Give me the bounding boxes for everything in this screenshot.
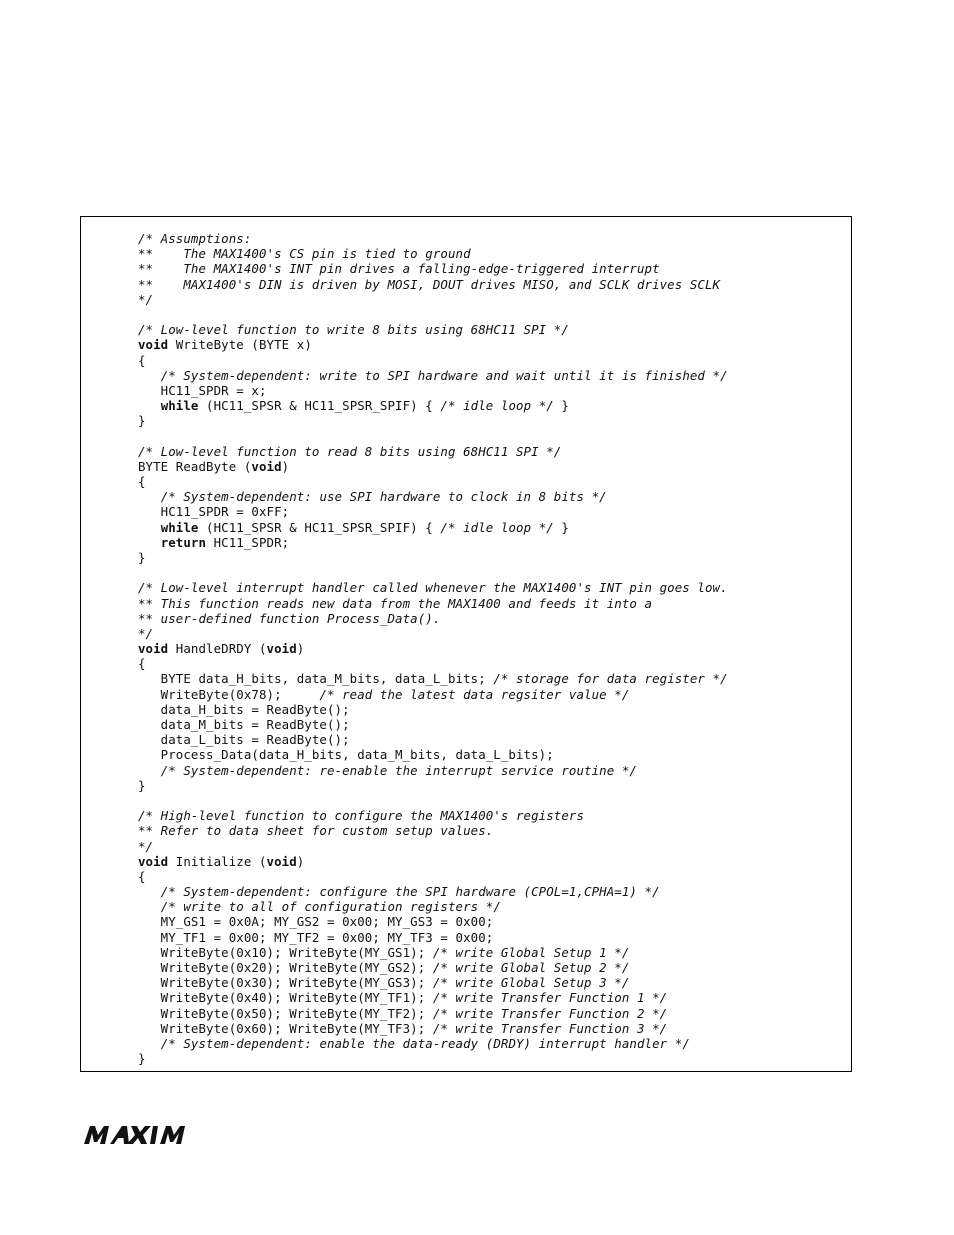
- code-comment: /* write Transfer Function 2 */: [432, 1005, 668, 1021]
- code-line: [138, 869, 728, 884]
- code-line: [138, 778, 728, 793]
- code-line: [138, 535, 728, 550]
- code-line: [138, 975, 728, 990]
- code-comment: /* read the latest data regsiter value */: [319, 686, 630, 702]
- code-comment: /* Low-level function to read 8 bits using 68HC11 SPI */: [138, 443, 562, 459]
- code-text: [138, 489, 161, 504]
- code-line: [138, 930, 728, 945]
- code-text: {: [138, 474, 146, 489]
- code-text: }: [138, 549, 146, 565]
- code-comment: ** The MAX1400's CS pin is tied to ground: [138, 246, 471, 262]
- code-line: [138, 808, 728, 823]
- code-comment: /* idle loop */: [440, 519, 554, 535]
- code-comment: /* High-level function to configure the MAX1400's registers: [138, 808, 585, 824]
- code-line: [138, 854, 728, 869]
- code-text: WriteByte(0x78);: [138, 686, 320, 702]
- code-text: WriteByte(0x40); WriteByte(MY_TF1);: [138, 990, 433, 1006]
- code-text: {: [138, 868, 146, 884]
- code-text: (HC11_SPSR & HC11_SPSR_SPIF) {: [198, 398, 441, 414]
- code-line: [138, 1036, 728, 1051]
- code-line: [138, 520, 728, 535]
- code-comment: */: [138, 291, 154, 307]
- code-text: }: [138, 1051, 146, 1067]
- code-text: {: [138, 352, 146, 368]
- code-line: [138, 641, 728, 656]
- code-line: [138, 884, 728, 899]
- code-line: [138, 626, 728, 641]
- code-text: HC11_SPDR;: [206, 534, 290, 550]
- code-line: [138, 398, 728, 413]
- code-text: MY_GS1 = 0x0A; MY_GS2 = 0x00; MY_GS3 = 0x00;: [138, 914, 494, 930]
- code-line: [138, 990, 728, 1005]
- code-comment: ** This function reads new data from the MAX1400 and feeds it into a: [138, 595, 653, 611]
- code-text: [138, 899, 161, 914]
- code-text: MY_TF1 = 0x00; MY_TF2 = 0x00; MY_TF3 = 0x00;: [138, 929, 494, 945]
- code-comment: /* System-dependent: re-enable the interrupt service routine */: [160, 762, 637, 778]
- code-keyword: while: [160, 519, 199, 535]
- code-line: [138, 960, 728, 975]
- code-text: }: [553, 519, 569, 535]
- code-line: [138, 444, 728, 459]
- code-line: [138, 899, 728, 914]
- code-text: (HC11_SPSR & HC11_SPSR_SPIF) {: [198, 519, 441, 535]
- code-line: [138, 292, 728, 307]
- code-line: [138, 550, 728, 565]
- code-line: [138, 823, 728, 838]
- code-text: data_L_bits = ReadByte();: [138, 732, 350, 748]
- code-text: [138, 884, 161, 899]
- code-text: WriteByte(0x60); WriteByte(MY_TF3);: [138, 1020, 433, 1036]
- code-line: [138, 474, 728, 489]
- code-comment: /* write Global Setup 1 */: [432, 944, 630, 960]
- code-listing: [138, 231, 728, 1066]
- code-comment: /* storage for data register */: [493, 671, 728, 687]
- code-keyword: return: [160, 534, 207, 550]
- code-keyword: void: [138, 337, 169, 353]
- code-text: [138, 763, 161, 778]
- code-text: }: [553, 398, 569, 414]
- code-line: [138, 747, 728, 762]
- code-keyword: void: [138, 853, 169, 869]
- maxim-logo: [84, 1126, 192, 1144]
- code-line: [138, 231, 728, 246]
- code-line: [138, 671, 728, 686]
- blank-line: [138, 565, 728, 580]
- code-text: BYTE data_H_bits, data_M_bits, data_L_bits;: [138, 671, 494, 687]
- code-line: [138, 383, 728, 398]
- code-comment: ** Refer to data sheet for custom setup values.: [138, 823, 494, 839]
- code-line: [138, 914, 728, 929]
- code-line: [138, 1051, 728, 1066]
- code-line: [138, 763, 728, 778]
- code-comment: /* write Global Setup 3 */: [432, 975, 630, 991]
- code-text: WriteByte(0x10); WriteByte(MY_GS1);: [138, 944, 433, 960]
- code-comment: ** The MAX1400's INT pin drives a falling-edge-triggered interrupt: [138, 261, 660, 277]
- code-text: BYTE ReadByte (: [138, 458, 252, 474]
- code-comment: ** MAX1400's DIN is driven by MOSI, DOUT drives MISO, and SCLK drives SCLK: [138, 276, 721, 292]
- code-text: WriteByte(0x30); WriteByte(MY_GS3);: [138, 975, 433, 991]
- code-text: [138, 520, 161, 535]
- code-line: [138, 277, 728, 292]
- code-comment: /* System-dependent: use SPI hardware to clock in 8 bits */: [160, 489, 607, 505]
- code-text: [138, 1036, 161, 1051]
- code-line: [138, 489, 728, 504]
- code-line: [138, 413, 728, 428]
- code-keyword: void: [266, 641, 297, 657]
- code-line: [138, 611, 728, 626]
- code-line: [138, 353, 728, 368]
- code-text: [138, 398, 161, 413]
- code-text: [138, 368, 161, 383]
- code-line: [138, 246, 728, 261]
- code-line: [138, 596, 728, 611]
- code-line: [138, 322, 728, 337]
- code-text: data_M_bits = ReadByte();: [138, 717, 350, 732]
- code-comment: */: [138, 625, 154, 641]
- code-text: ): [296, 853, 305, 869]
- code-line: [138, 1006, 728, 1021]
- code-comment: /* System-dependent: write to SPI hardware and wait until it is finished */: [160, 367, 728, 383]
- code-comment: ** user-defined function Process_Data().: [138, 610, 441, 626]
- code-line: [138, 337, 728, 352]
- code-text: ): [296, 641, 305, 657]
- code-line: [138, 702, 728, 717]
- code-text: HC11_SPDR = 0xFF;: [138, 504, 290, 520]
- code-line: [138, 368, 728, 383]
- blank-line: [138, 793, 728, 808]
- code-listing-frame: [80, 216, 852, 1072]
- code-text: ): [281, 458, 290, 474]
- code-keyword: void: [266, 853, 297, 869]
- code-line: [138, 261, 728, 276]
- code-comment: /* Low-level interrupt handler called whenever the MAX1400's INT pin goes low.: [138, 580, 728, 596]
- code-line: [138, 504, 728, 519]
- code-text: Initialize (: [168, 853, 267, 869]
- code-text: {: [138, 656, 146, 672]
- code-line: [138, 732, 728, 747]
- blank-line: [138, 307, 728, 322]
- code-line: [138, 687, 728, 702]
- code-text: [138, 535, 161, 550]
- code-comment: */: [138, 838, 154, 854]
- code-text: WriteByte (BYTE x): [168, 337, 312, 353]
- code-comment: /* write Global Setup 2 */: [432, 960, 630, 975]
- code-text: HandleDRDY (: [168, 641, 267, 657]
- code-text: }: [138, 413, 146, 429]
- code-comment: /* Assumptions:: [138, 231, 252, 246]
- code-line: [138, 459, 728, 474]
- code-text: WriteByte(0x20); WriteByte(MY_GS2);: [138, 960, 433, 975]
- code-text: WriteByte(0x50); WriteByte(MY_TF2);: [138, 1005, 433, 1021]
- code-line: [138, 580, 728, 595]
- code-line: [138, 839, 728, 854]
- code-text: HC11_SPDR = x;: [138, 382, 267, 398]
- code-comment: /* System-dependent: enable the data-ready (DRDY) interrupt handler */: [160, 1035, 690, 1051]
- code-keyword: void: [138, 641, 169, 657]
- code-text: }: [138, 777, 146, 793]
- code-comment: /* Low-level function to write 8 bits using 68HC11 SPI */: [138, 322, 569, 338]
- blank-line: [138, 428, 728, 443]
- code-line: [138, 1021, 728, 1036]
- code-comment: /* System-dependent: configure the SPI hardware (CPOL=1,CPHA=1) */: [160, 884, 660, 900]
- code-line: [138, 717, 728, 732]
- code-text: data_H_bits = ReadByte();: [138, 701, 350, 717]
- code-comment: /* write Transfer Function 3 */: [432, 1020, 668, 1036]
- code-line: [138, 945, 728, 960]
- code-comment: /* write Transfer Function 1 */: [432, 990, 668, 1006]
- code-line: [138, 656, 728, 671]
- code-comment: /* idle loop */: [440, 398, 554, 414]
- code-keyword: void: [251, 458, 282, 474]
- code-text: Process_Data(data_H_bits, data_M_bits, data_L_bits);: [138, 747, 554, 763]
- code-comment: /* write to all of configuration registers */: [160, 899, 501, 915]
- code-keyword: while: [160, 398, 199, 414]
